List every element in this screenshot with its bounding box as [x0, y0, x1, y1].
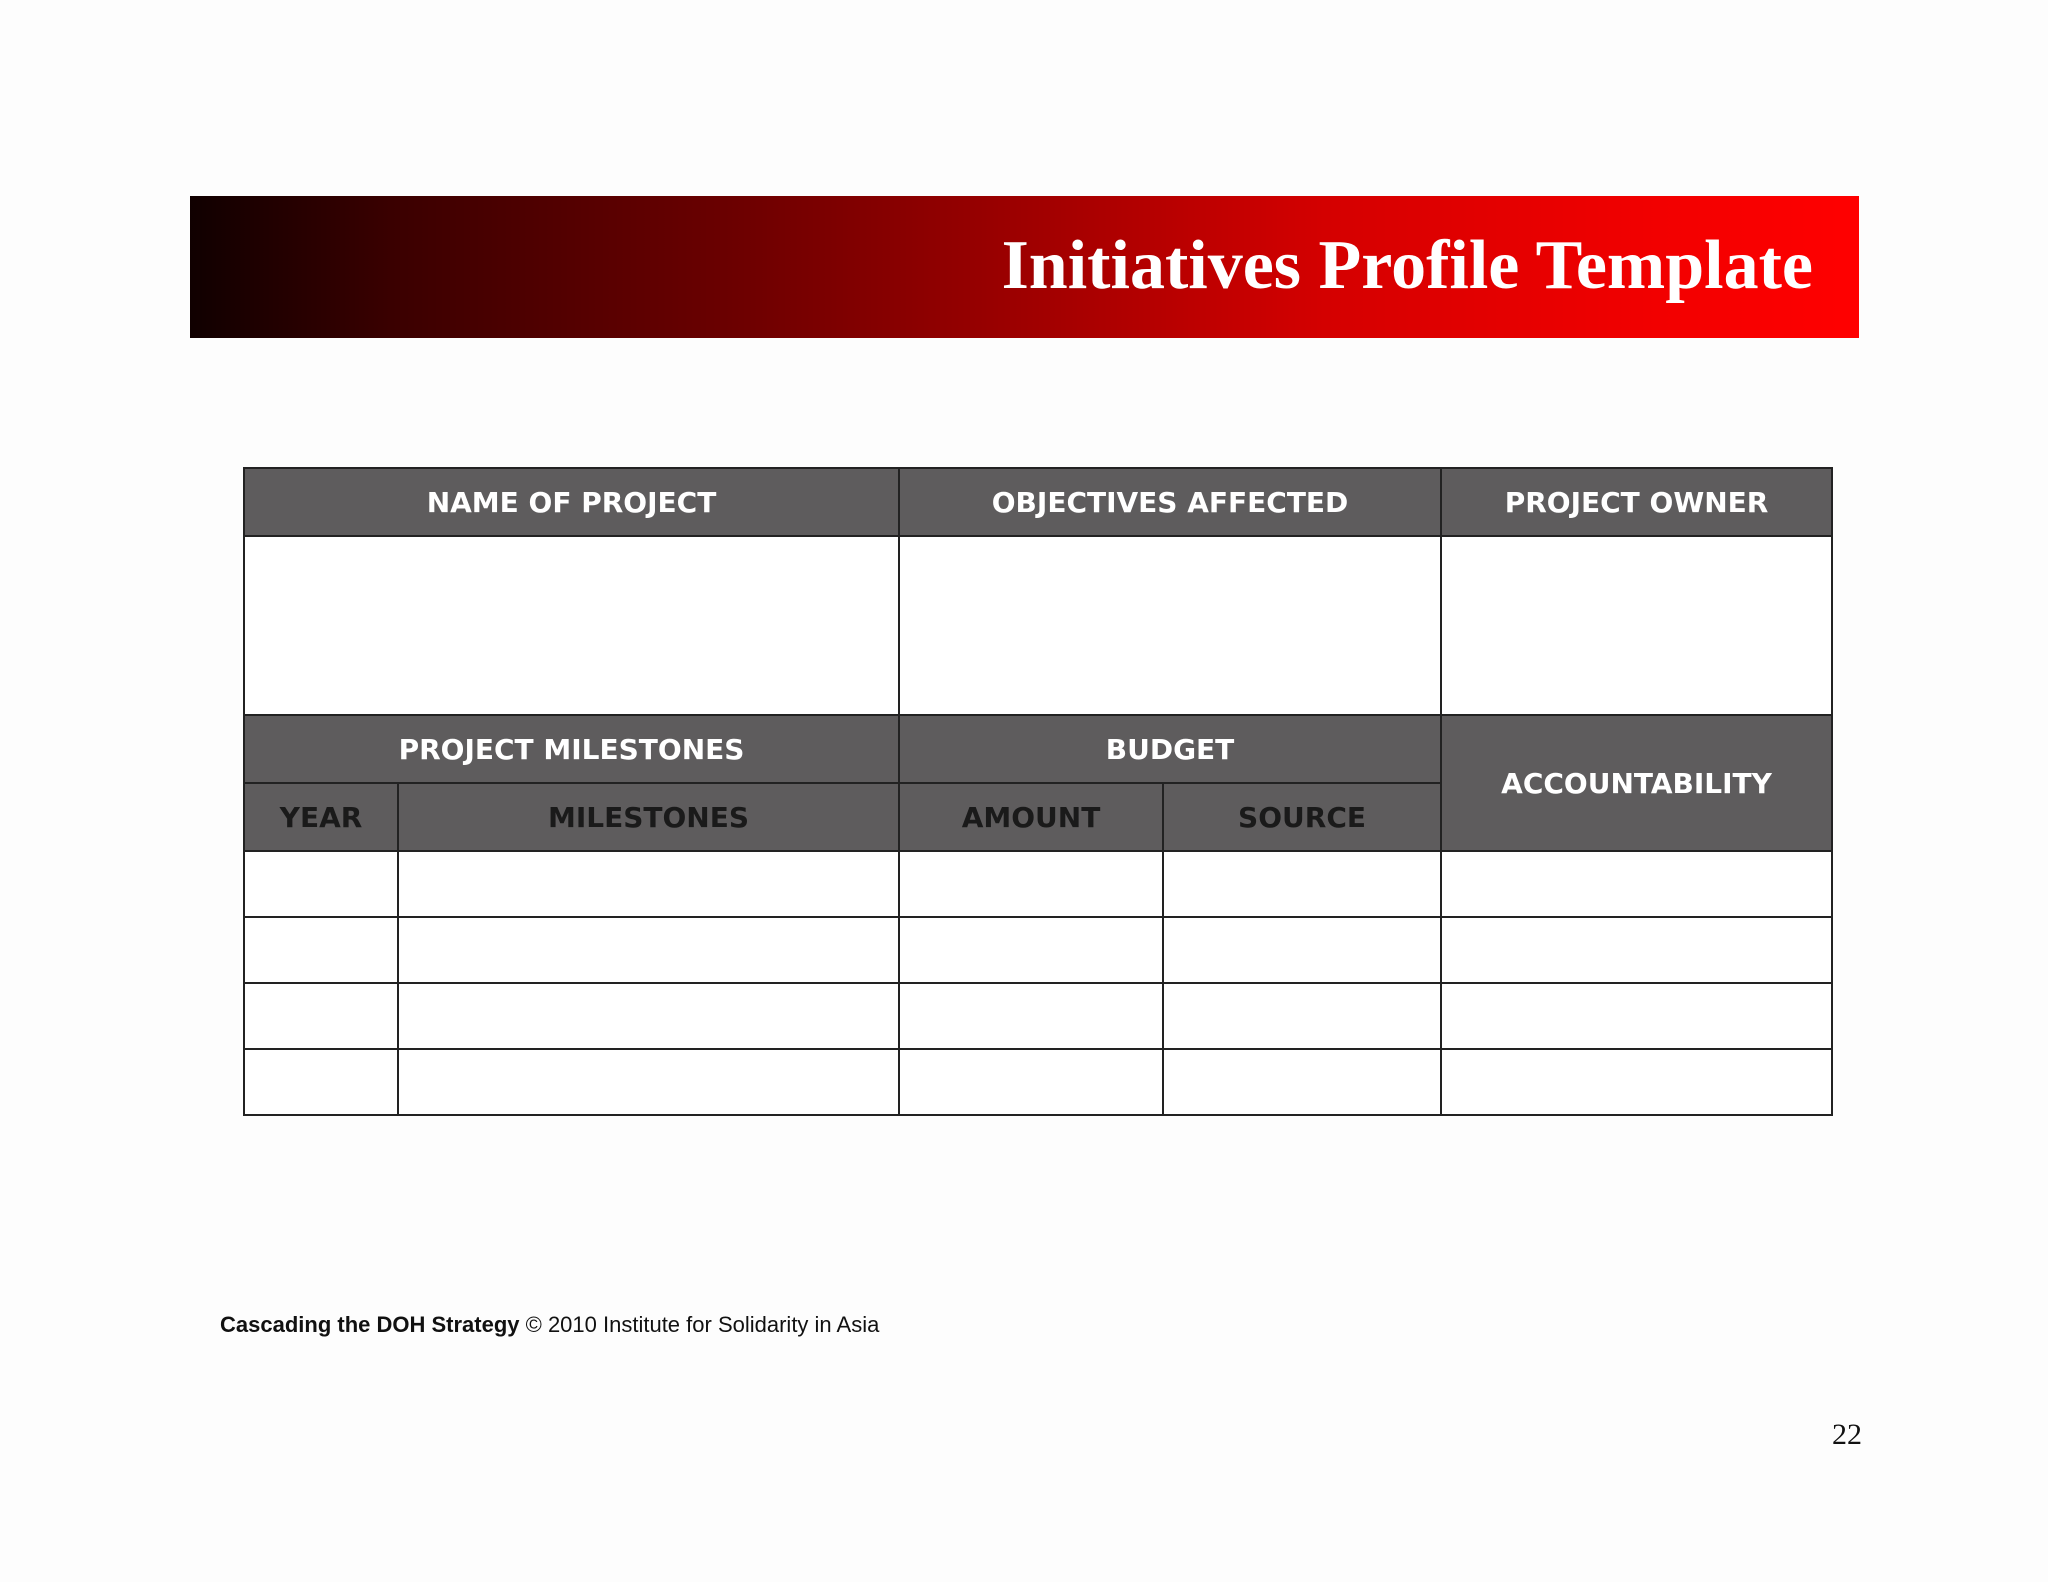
header-milestones: MILESTONES: [398, 783, 899, 851]
year-cell[interactable]: [244, 917, 398, 983]
project-owner-cell[interactable]: [1441, 536, 1832, 715]
milestones-cell[interactable]: [398, 1049, 899, 1115]
accountability-cell[interactable]: [1441, 917, 1832, 983]
header-project-milestones: PROJECT MILESTONES: [244, 715, 899, 783]
footer-copyright: [220, 1312, 879, 1338]
source-cell[interactable]: [1163, 917, 1441, 983]
milestones-cell[interactable]: [398, 983, 899, 1049]
year-cell[interactable]: [244, 851, 398, 917]
page-number: 22: [1832, 1418, 1862, 1451]
name-of-project-cell[interactable]: [244, 536, 899, 715]
source-cell[interactable]: [1163, 1049, 1441, 1115]
header-project-owner: PROJECT OWNER: [1441, 468, 1832, 536]
header-amount: AMOUNT: [899, 783, 1163, 851]
amount-cell[interactable]: [899, 917, 1163, 983]
page-title: Initiatives Profile Template: [1001, 227, 1813, 304]
amount-cell[interactable]: [899, 983, 1163, 1049]
footer-copyright-text: © 2010 Institute for Solidarity in Asia: [519, 1312, 880, 1337]
accountability-cell[interactable]: [1441, 851, 1832, 917]
source-cell[interactable]: [1163, 983, 1441, 1049]
accountability-cell[interactable]: [1441, 983, 1832, 1049]
footer-title: Cascading the DOH Strategy: [220, 1312, 520, 1337]
table-row: [244, 917, 1832, 983]
amount-cell[interactable]: [899, 851, 1163, 917]
milestones-cell[interactable]: [398, 917, 899, 983]
title-banner: [190, 196, 1859, 338]
accountability-cell[interactable]: [1441, 1049, 1832, 1115]
header-accountability: ACCOUNTABILITY: [1441, 715, 1832, 851]
header-name-of-project: NAME OF PROJECT: [244, 468, 899, 536]
objectives-affected-cell[interactable]: [899, 536, 1441, 715]
initiatives-profile-table: [243, 467, 1833, 1116]
table-row: [244, 851, 1832, 917]
header-objectives-affected: OBJECTIVES AFFECTED: [899, 468, 1441, 536]
milestones-cell[interactable]: [398, 851, 899, 917]
table-row: [244, 983, 1832, 1049]
source-cell[interactable]: [1163, 851, 1441, 917]
header-budget: BUDGET: [899, 715, 1441, 783]
header-year: YEAR: [244, 783, 398, 851]
amount-cell[interactable]: [899, 1049, 1163, 1115]
year-cell[interactable]: [244, 983, 398, 1049]
header-source: SOURCE: [1163, 783, 1441, 851]
year-cell[interactable]: [244, 1049, 398, 1115]
table-row: [244, 1049, 1832, 1115]
